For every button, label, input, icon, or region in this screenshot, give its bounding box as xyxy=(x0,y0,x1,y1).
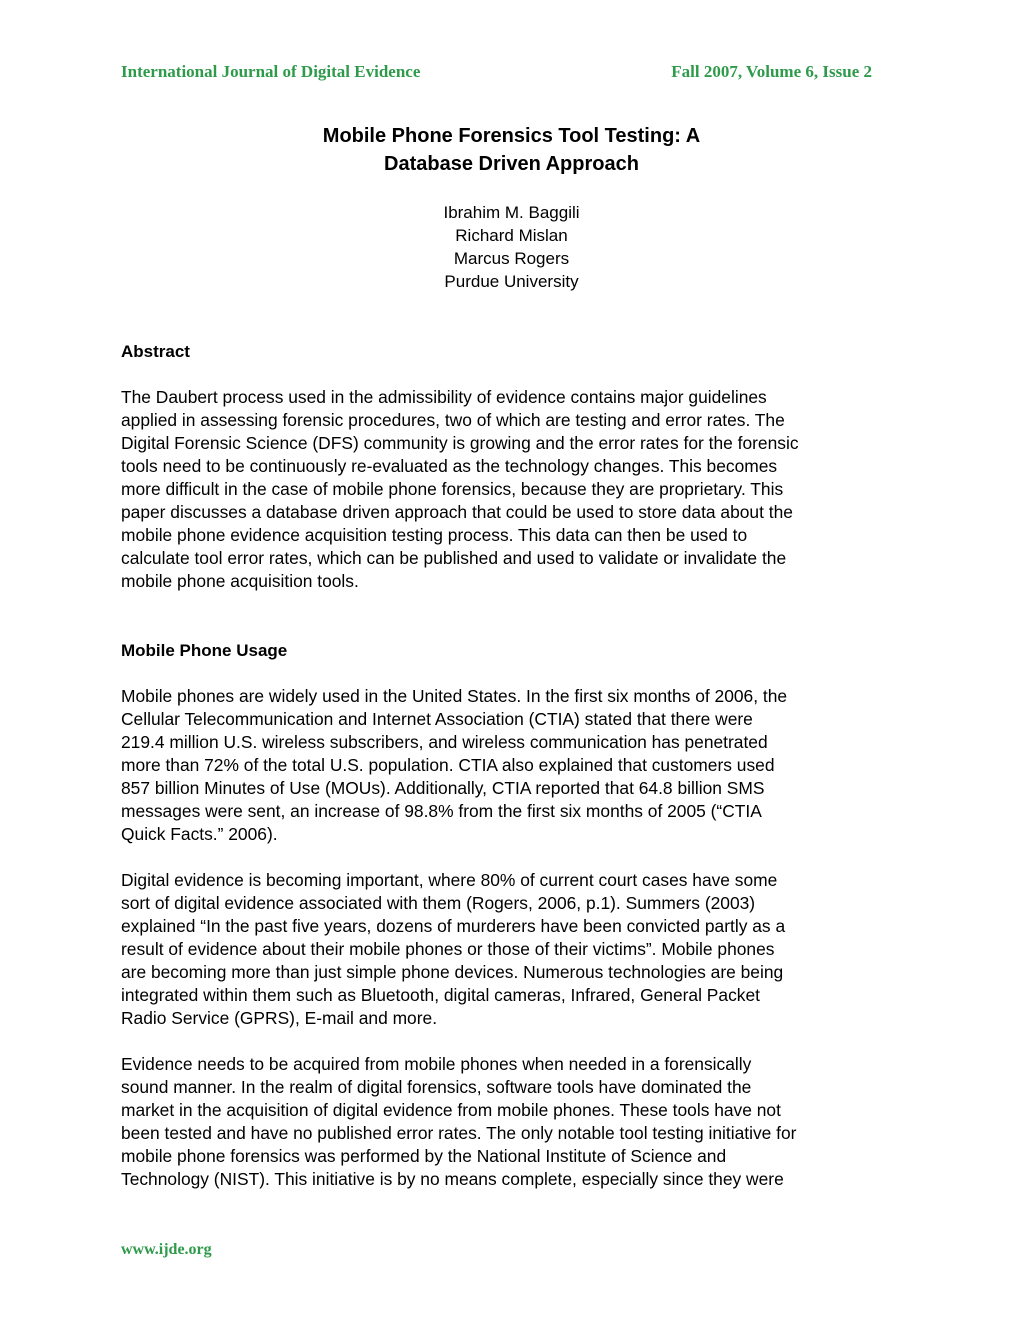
abstract-heading: Abstract xyxy=(121,342,190,361)
text-line: explained “In the past five years, dozens of murderers have been convicted partly as a xyxy=(121,916,786,936)
issue-info: Fall 2007, Volume 6, Issue 2 xyxy=(671,62,872,81)
author-affiliation: Purdue University xyxy=(444,272,579,291)
body-paragraph-3 xyxy=(121,1053,911,1191)
text-line: tools need to be continuously re-evaluated as the technology changes. This becomes xyxy=(121,456,778,476)
title-line: Database Driven Approach xyxy=(384,153,639,175)
text-line: more difficult in the case of mobile phone forensics, because they are proprietary. This xyxy=(121,479,784,499)
text-line: Technology (NIST). This initiative is by no means complete, especially since they were xyxy=(121,1169,784,1189)
text-line: Quick Facts.” 2006). xyxy=(121,824,278,844)
text-line: are becoming more than just simple phone devices. Numerous technologies are being xyxy=(121,962,784,982)
abstract-paragraph xyxy=(121,386,911,593)
text-line: more than 72% of the total U.S. population. CTIA also explained that customers used xyxy=(121,755,775,775)
text-line: paper discusses a database driven approach that could be used to store data about the xyxy=(121,502,793,522)
text-line: mobile phone evidence acquisition testing process. This data can then be used to xyxy=(121,525,748,545)
body-paragraph-1 xyxy=(121,685,911,846)
text-line: calculate tool error rates, which can be published and used to validate or invalidate the xyxy=(121,548,787,568)
text-line: messages were sent, an increase of 98.8% from the first six months of 2005 (“CTIA xyxy=(121,801,762,821)
text-line: applied in assessing forensic procedures, two of which are testing and error rates. The xyxy=(121,410,785,430)
title-line: Mobile Phone Forensics Tool Testing: A xyxy=(322,125,701,147)
journal-name: International Journal of Digital Evidence xyxy=(121,62,421,81)
text-line: Mobile phones are widely used in the United States. In the first six months of 2006, the xyxy=(121,686,788,706)
text-line: 857 billion Minutes of Use (MOUs). Additionally, CTIA reported that 64.8 billion SMS xyxy=(121,778,765,798)
text-line: mobile phone forensics was performed by the National Institute of Science and xyxy=(121,1146,727,1166)
text-line: market in the acquisition of digital evidence from mobile phones. These tools have not xyxy=(121,1100,781,1120)
text-line: Radio Service (GPRS), E-mail and more. xyxy=(121,1008,438,1028)
text-line: integrated within them such as Bluetooth, digital cameras, Infrared, General Packet xyxy=(121,985,760,1005)
section-heading: Mobile Phone Usage xyxy=(121,641,288,660)
author-name: Marcus Rogers xyxy=(453,249,570,268)
text-line: been tested and have no published error rates. The only notable tool testing initiative for xyxy=(121,1123,797,1143)
text-line: 219.4 million U.S. wireless subscribers, and wireless communication has penetrated xyxy=(121,732,768,752)
text-line: Digital Forensic Science (DFS) community is growing and the error rates for the forensic xyxy=(121,433,799,453)
author-name: Ibrahim M. Baggili xyxy=(443,203,580,222)
text-line: result of evidence about their mobile phones or those of their victims”. Mobile phones xyxy=(121,939,775,959)
text-line: Digital evidence is becoming important, where 80% of current court cases have some xyxy=(121,870,778,890)
footer-url[interactable]: www.ijde.org xyxy=(121,1241,212,1258)
body-paragraph-2 xyxy=(121,869,911,1030)
running-header xyxy=(121,62,872,84)
paper-title xyxy=(121,122,902,178)
text-line: sort of digital evidence associated with them (Rogers, 2006, p.1). Summers (2003) xyxy=(121,893,756,913)
text-line: Evidence needs to be acquired from mobile phones when needed in a forensically xyxy=(121,1054,752,1074)
text-line: Cellular Telecommunication and Internet Association (CTIA) stated that there were xyxy=(121,709,753,729)
author-name: Richard Mislan xyxy=(455,226,568,245)
text-line: sound manner. In the realm of digital forensics, software tools have dominated the xyxy=(121,1077,752,1097)
text-line: mobile phone acquisition tools. xyxy=(121,571,359,591)
text-line: The Daubert process used in the admissibility of evidence contains major guidelines xyxy=(121,387,767,407)
author-block xyxy=(121,201,902,293)
